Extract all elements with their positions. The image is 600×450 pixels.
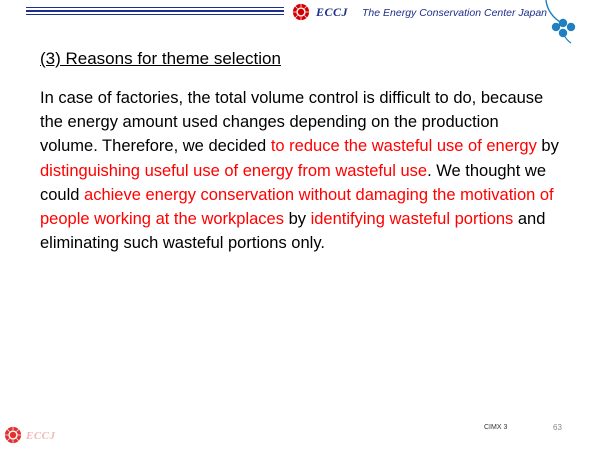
footer-sun-logo-icon [4, 426, 22, 444]
clover-logo-icon [543, 0, 583, 44]
slide-body-text [40, 86, 560, 255]
body-text-segment: by [536, 137, 559, 156]
footer-brand: ECCJ [26, 430, 56, 442]
header-rule-lines [26, 7, 284, 19]
body-highlight-achieve-conservation: achieve energy conservation without damaging the motivation of people working at the workplaces [40, 185, 554, 229]
body-highlight-identify-waste: identifying wasteful portions [310, 210, 514, 229]
header-organization-name: The Energy Conservation Center Japan [362, 7, 548, 19]
body-text-segment: . We thought we could [40, 161, 546, 204]
slide-title: (3) Reasons for theme selection [40, 49, 281, 68]
body-text-segment: by [283, 210, 311, 229]
body-highlight-distinguish-use: distinguishing useful use of energy from wasteful use [40, 161, 428, 180]
page-number: 63 [553, 423, 562, 432]
header-brand: ECCJ [316, 5, 349, 19]
body-highlight-reduce-waste: to reduce the wasteful use of energy [270, 137, 537, 156]
body-text-segment: and eliminating such wasteful portions only. [40, 210, 546, 253]
footer-document-code: CIMX 3 [484, 424, 508, 431]
eccj-sun-logo-icon [292, 3, 310, 21]
body-text-segment: In case of factories, the total volume control is difficult to do, because the energy amount used changes depending on the production volume. Therefore, we decided [40, 89, 544, 156]
